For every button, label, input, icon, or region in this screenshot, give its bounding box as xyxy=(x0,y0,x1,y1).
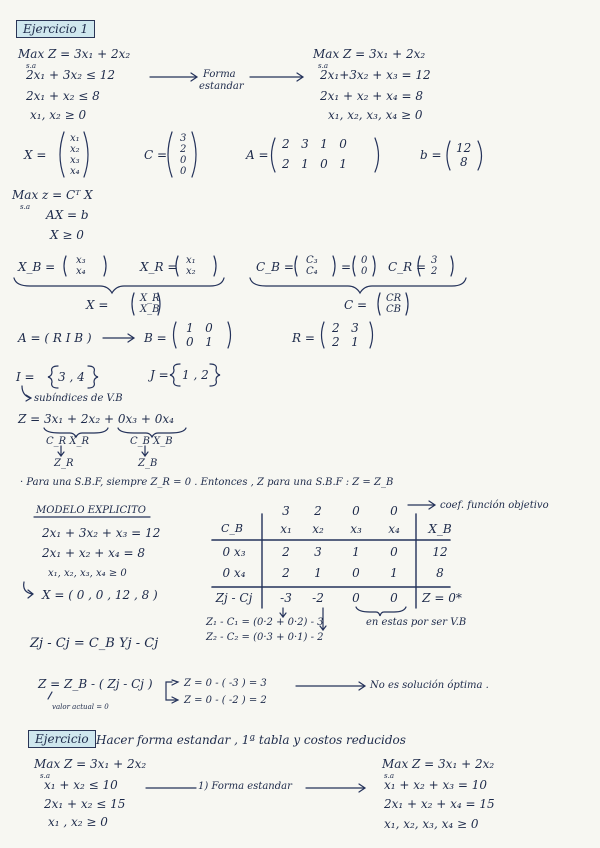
c-split-item: CB xyxy=(386,304,401,315)
vector-b-item: 12 xyxy=(456,141,472,155)
table-reduced-cost: 0 xyxy=(352,591,360,605)
table-z-value: Z = 0* xyxy=(422,591,462,605)
ex2-sa: s.a xyxy=(40,772,50,780)
cr-item: 3 xyxy=(431,255,438,266)
table-cell: 2 xyxy=(282,566,290,580)
b-matrix-label: B = xyxy=(144,331,167,345)
objective-function: Max Z = 3x₁ + 2x₂ xyxy=(18,47,131,61)
b-matrix-row: 0 1 xyxy=(186,335,213,349)
coef-value: 0 xyxy=(390,504,398,518)
ex2-objective-std: Max Z = 3x₁ + 2x₂ xyxy=(382,757,495,771)
cr-label: C_R = xyxy=(388,260,427,274)
z-decomposition: Z = 3x₁ + 2x₂ + 0x₃ + 0x₄ xyxy=(18,412,174,426)
vector-c-item: 3 xyxy=(180,133,187,144)
subject-to-label: s.a xyxy=(26,62,36,70)
table-cell-xb: 8 xyxy=(436,566,444,580)
vector-x-item: x₄ xyxy=(70,166,80,177)
c-split-label: C = xyxy=(344,298,368,312)
vector-b-label: b = xyxy=(420,148,442,162)
table-row-basis: 0 x₄ xyxy=(222,566,246,580)
coef-value: 0 xyxy=(352,504,360,518)
modelo-nonneg: x₁, x₂, x₃, x₄ ≥ 0 xyxy=(48,568,127,579)
ex2-nonneg-std: x₁, x₂, x₃, x₄ ≥ 0 xyxy=(384,817,479,831)
modelo-eq-1: 2x₁ + 3x₂ + x₃ = 12 xyxy=(42,526,161,540)
coef-value: 3 xyxy=(282,504,290,518)
z-update: Z = Z_B - ( Zj - Cj ) xyxy=(38,677,153,691)
cb-label: C_B = xyxy=(256,260,294,274)
nonneg-constraint-std: x₁, x₂, x₃, x₄ ≥ 0 xyxy=(328,108,423,122)
cb-xb-label: C_B X_B xyxy=(130,436,173,447)
subindices-note: subíndices de V.B xyxy=(34,393,123,404)
cb-item: C₄ xyxy=(306,266,318,277)
table-reduced-cost: 0 xyxy=(390,591,398,605)
modelo-eq-2: 2x₁ + x₂ + x₄ = 8 xyxy=(42,546,146,560)
table-header: x₄ xyxy=(388,522,400,536)
table-cell-xb: 12 xyxy=(432,545,448,559)
j-set-label: J = xyxy=(150,368,169,382)
xb-item: x₃ xyxy=(76,255,86,266)
table-cell: 2 xyxy=(282,545,290,559)
ex2-arrow-label: 1) Forma estandar xyxy=(198,781,292,792)
zr-label: Z_R xyxy=(54,458,74,469)
nonneg-constraint: x₁, x₂ ≥ 0 xyxy=(30,108,87,122)
vector-c-item: 0 xyxy=(180,155,187,166)
ex2-constraint-1: x₁ + x₂ ≤ 10 xyxy=(44,778,118,792)
table-header: x₁ xyxy=(280,522,292,536)
matrix-form-nonneg: X ≥ 0 xyxy=(50,228,84,242)
vector-c-item: 0 xyxy=(180,166,187,177)
table-cell: 1 xyxy=(314,566,322,580)
objective-function-std: Max Z = 3x₁ + 2x₂ xyxy=(313,47,426,61)
table-header: x₂ xyxy=(312,522,324,536)
arrow-label-forma: Forma xyxy=(203,69,236,80)
valor-actual: valor actual = 0 xyxy=(52,703,109,711)
table-cell: 0 xyxy=(390,545,398,559)
ex2-sa-std: s.a xyxy=(384,772,394,780)
cb-equals: = xyxy=(341,260,352,274)
matrix-form-objective: Max z = Cᵀ X xyxy=(12,188,93,202)
vector-b-item: 8 xyxy=(460,155,468,169)
table-reduced-label: Zj - Cj xyxy=(215,591,253,605)
cr-xr-label: C_R X_R xyxy=(46,436,90,447)
modelo-title: MODELO EXPLICITO xyxy=(36,505,146,516)
en-estas-note: en estas por ser V.B xyxy=(366,617,467,628)
subject-to-label-std: s.a xyxy=(318,62,328,70)
vector-x-item: x₁ xyxy=(70,133,80,144)
no-optima: No es solución óptima . xyxy=(370,680,489,691)
cb-value: 0 xyxy=(361,266,368,277)
constraint-1: 2x₁ + 3x₂ ≤ 12 xyxy=(26,68,116,82)
modelo-solution: X = ( 0 , 0 , 12 , 8 ) xyxy=(42,588,158,602)
constraint-2: 2x₁ + x₂ ≤ 8 xyxy=(26,89,100,103)
ex2-objective: Max Z = 3x₁ + 2x₂ xyxy=(34,757,147,771)
ex2-constraint-1-std: x₁ + x₂ + x₃ = 10 xyxy=(384,778,488,792)
table-header: x₃ xyxy=(350,522,362,536)
exercise-2-prompt: Hacer forma estandar , 1ª tabla y costos reducidos xyxy=(96,733,406,747)
a-rib: A = ( R I B ) xyxy=(18,331,92,345)
table-cell: 1 xyxy=(352,545,360,559)
table-cell: 1 xyxy=(390,566,398,580)
table-cell: 0 xyxy=(352,566,360,580)
ex2-nonneg: x₁ , x₂ ≥ 0 xyxy=(48,815,108,829)
matrix-form-ax: AX = b xyxy=(46,208,89,222)
z2-calc: Z = 0 - ( -2 ) = 2 xyxy=(184,695,267,706)
constraint-1-std: 2x₁+3x₂ + x₃ = 12 xyxy=(320,68,431,82)
xr-item: x₂ xyxy=(186,266,196,277)
ex2-constraint-2-std: 2x₁ + x₂ + x₄ = 15 xyxy=(384,797,495,811)
table-row-basis: 0 x₃ xyxy=(222,545,246,559)
vector-x-label: X = xyxy=(24,148,47,162)
ex2-constraint-2: 2x₁ + x₂ ≤ 15 xyxy=(44,797,126,811)
sbf-note: · Para una S.B.F, siempre Z_R = 0 . Entonces , Z para una S.B.F : Z = Z_B xyxy=(20,477,394,488)
table-cell: 3 xyxy=(314,545,322,559)
j-set-items: 1 , 2 xyxy=(182,368,209,382)
r-matrix-label: R = xyxy=(292,331,315,345)
x-split-item: X_R xyxy=(140,293,160,304)
cb-item: C₃ xyxy=(306,255,318,266)
c-split-item: CR xyxy=(386,293,402,304)
i-set-label: I = xyxy=(16,370,35,384)
matrix-a-label: A = xyxy=(246,148,269,162)
xr-label: X_R = xyxy=(140,260,178,274)
table-reduced-cost: -2 xyxy=(312,591,324,605)
x-split-label: X = xyxy=(86,298,109,312)
table-header: C_B xyxy=(221,522,243,535)
vector-x-item: x₂ xyxy=(70,144,80,155)
z1-calc: Z = 0 - ( -3 ) = 3 xyxy=(184,678,267,689)
vector-c-item: 2 xyxy=(180,144,187,155)
vector-c-label: C = xyxy=(144,148,168,162)
coef-label: coef. función objetivo xyxy=(440,500,549,511)
exercise-1-title: Ejercicio 1 xyxy=(16,20,95,38)
xb-item: x₄ xyxy=(76,266,86,277)
b-matrix-row: 1 0 xyxy=(186,321,213,335)
constraint-2-std: 2x₁ + x₂ + x₄ = 8 xyxy=(320,89,424,103)
x-split-item: X_B xyxy=(140,304,160,315)
r-matrix-row: 2 1 xyxy=(332,335,359,349)
xb-label: X_B = xyxy=(18,260,56,274)
cb-value: 0 xyxy=(361,255,368,266)
arrow-label-estandar: estandar xyxy=(199,81,244,92)
coef-value: 2 xyxy=(314,504,322,518)
xr-item: x₁ xyxy=(186,255,196,266)
i-set-items: 3 , 4 xyxy=(58,370,85,384)
reduced-cost-2: Z₂ - C₂ = (0·3 + 0·1) - 2 xyxy=(206,632,324,643)
zb-label: Z_B xyxy=(138,458,158,469)
matrix-a-row: 2 3 1 0 xyxy=(282,137,347,151)
exercise-2-title: Ejercicio xyxy=(28,730,96,748)
matrix-form-sa: s.a xyxy=(20,203,30,211)
r-matrix-row: 2 3 xyxy=(332,321,359,335)
reduced-cost-1: Z₁ - C₁ = (0·2 + 0·2) - 3 xyxy=(206,617,324,628)
zj-formula: Zj - Cj = C_B Yj - Cj xyxy=(30,636,159,651)
matrix-a-row: 2 1 0 1 xyxy=(282,157,347,171)
cr-item: 2 xyxy=(431,266,438,277)
table-reduced-cost: -3 xyxy=(280,591,292,605)
vector-x-item: x₃ xyxy=(70,155,80,166)
table-header: X_B xyxy=(428,522,452,536)
